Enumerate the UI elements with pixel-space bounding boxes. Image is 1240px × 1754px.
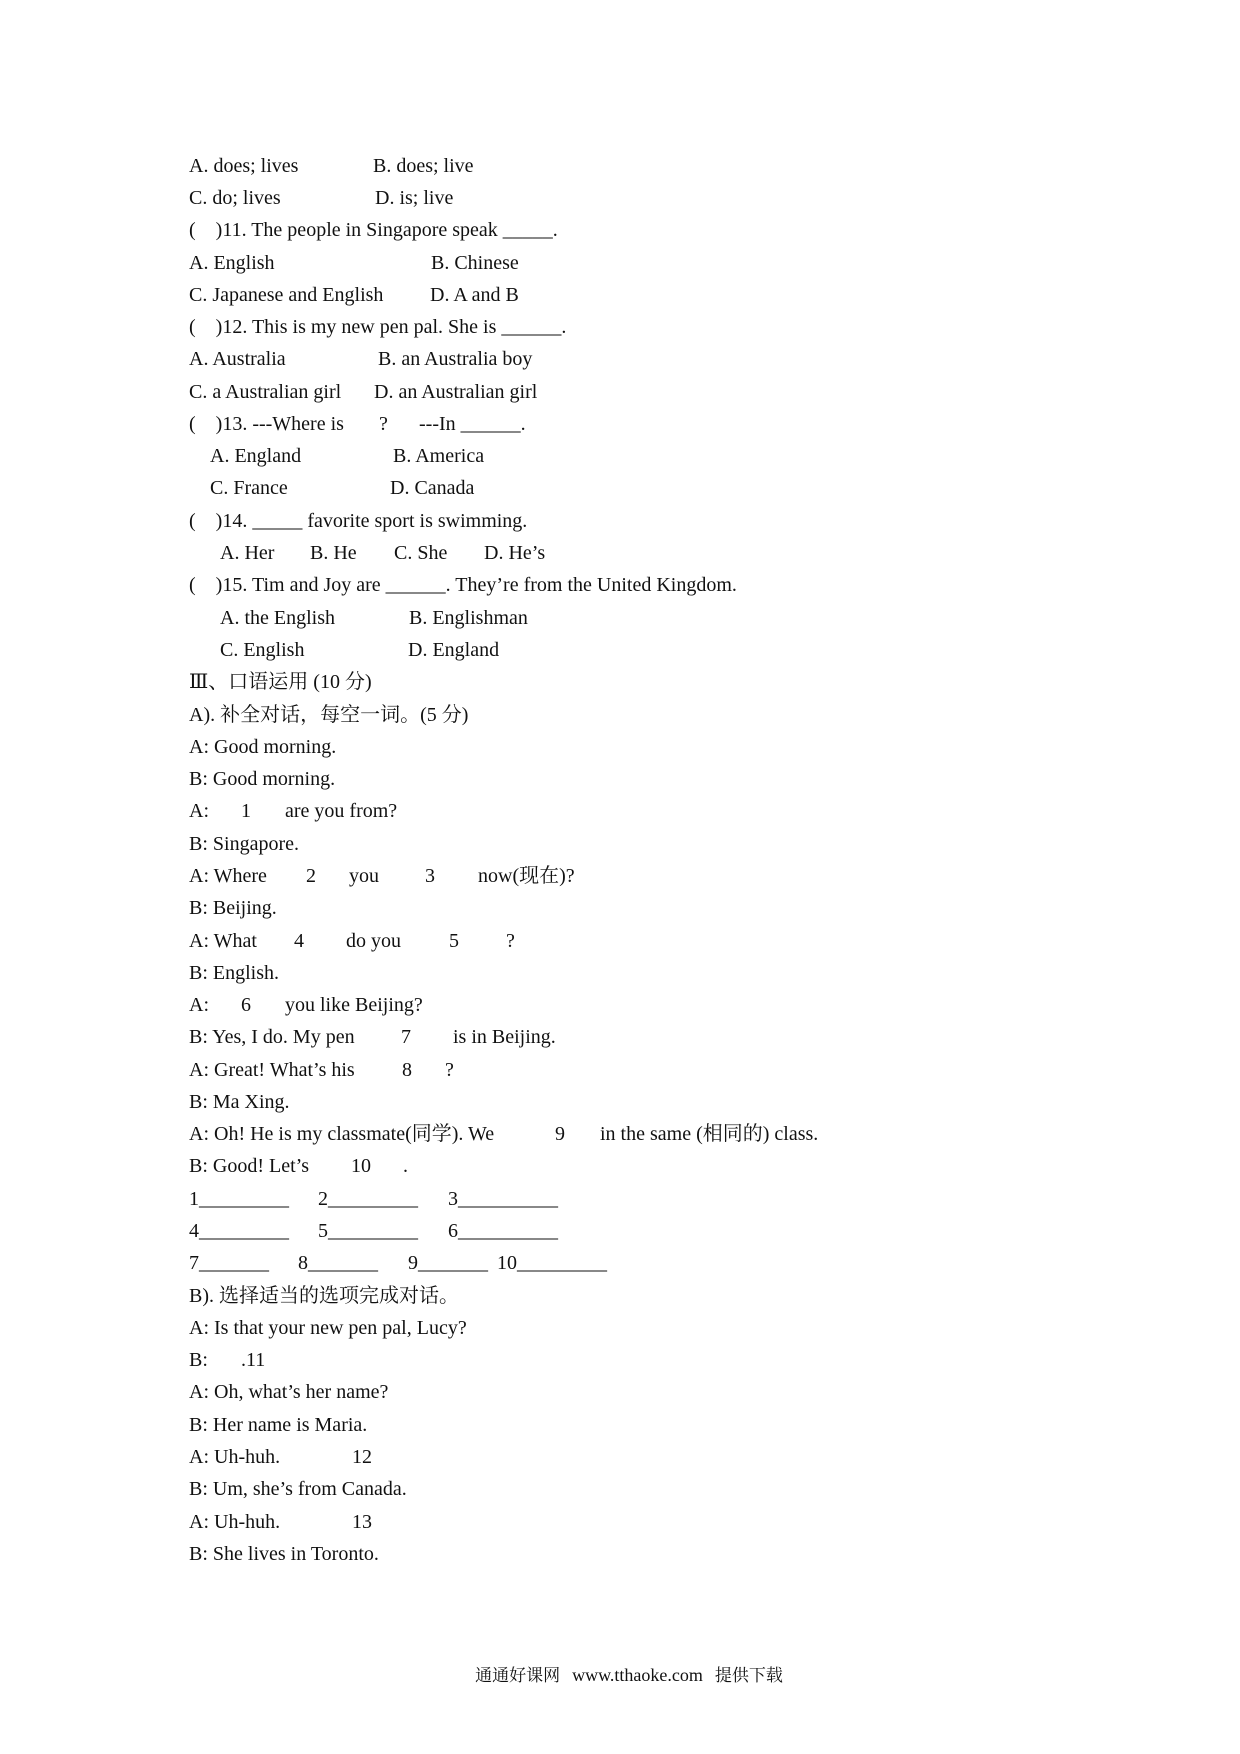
dialogue-text: B: <box>189 1349 208 1371</box>
dialogue-text: are you from? <box>285 800 398 822</box>
subsection-b-heading <box>189 1281 459 1311</box>
question-text: ( )13. ---Where is <box>189 413 344 435</box>
answer-blank: 10_________ <box>497 1252 607 1274</box>
answer-blank: 3__________ <box>448 1188 558 1210</box>
blank-number: 4 <box>294 930 304 952</box>
option-text: A. England <box>210 445 302 467</box>
dialogue-line <box>189 1087 290 1117</box>
answer-blank: 7_______ <box>189 1252 269 1274</box>
option-text: B. Englishman <box>409 607 528 629</box>
dialogue-text: is in Beijing. <box>453 1026 556 1048</box>
dialogue-line <box>189 1345 266 1375</box>
section-title: Ⅲ、口语运用 (10 分) <box>189 671 372 693</box>
option-text: C. Japanese and English <box>189 284 384 306</box>
dialogue-text: A: What <box>189 930 257 952</box>
footer-url: www.tthaoke.com <box>572 1665 703 1685</box>
blank-number: 7 <box>401 1026 411 1048</box>
dialogue-line <box>189 1055 454 1085</box>
blank-number: 8 <box>402 1059 412 1081</box>
option-text: B. America <box>393 445 485 467</box>
dialogue-text: A: Is that your new pen pal, Lucy? <box>189 1317 467 1339</box>
blank-number: 1 <box>241 800 251 822</box>
dialogue-text: now(现在)? <box>478 865 575 887</box>
dialogue-line <box>189 1474 407 1504</box>
dialogue-line <box>189 1442 372 1472</box>
subsection-a-heading <box>189 700 469 730</box>
dialogue-line <box>189 1539 379 1569</box>
footer-download-note: 提供下载 <box>714 1666 783 1686</box>
answer-blank: 6__________ <box>448 1220 558 1242</box>
dialogue-text: B: Ma Xing. <box>189 1091 290 1113</box>
dialogue-text: A: Oh! He is my classmate(同学). We <box>189 1123 495 1145</box>
option-text: A. Her <box>220 542 275 564</box>
question-15 <box>189 570 737 600</box>
option-text: C. do; lives <box>189 187 281 209</box>
option-text: A. Australia <box>189 348 286 370</box>
dialogue-text: A: Good morning. <box>189 736 337 758</box>
subsection-title: A). 补全对话，每空一词。(5 分) <box>189 704 469 726</box>
section-heading <box>189 667 372 697</box>
dialogue-text: B: Her name is Maria. <box>189 1414 368 1436</box>
dialogue-text: B: Yes, I do. My pen <box>189 1026 355 1048</box>
answer-blank: 9_______ <box>408 1252 488 1274</box>
dialogue-line <box>189 893 277 923</box>
question-text: ? <box>379 413 388 435</box>
options-line-11cd <box>189 280 519 310</box>
answer-blank: 2_________ <box>318 1188 418 1210</box>
options-line-10ab <box>189 151 474 181</box>
options-line-15cd <box>189 635 500 665</box>
options-line-13cd <box>189 473 475 503</box>
options-line-12cd <box>189 377 538 407</box>
dialogue-line <box>189 1022 556 1052</box>
options-line-15ab <box>189 603 528 633</box>
dialogue-text: ? <box>506 930 515 952</box>
dialogue-line <box>189 764 336 794</box>
answer-blank: 1_________ <box>189 1188 289 1210</box>
option-text: D. England <box>408 639 500 661</box>
dialogue-text: B: Beijing. <box>189 897 277 919</box>
dialogue-text: B: Um, she’s from Canada. <box>189 1478 407 1500</box>
question-text: ( )12. This is my new pen pal. She is ______. <box>189 316 567 338</box>
dialogue-text: . <box>403 1155 408 1177</box>
dialogue-line <box>189 732 337 762</box>
dialogue-text: A: Uh-huh. <box>189 1511 281 1533</box>
option-text: D. He’s <box>484 542 546 564</box>
blank-number: 3 <box>425 865 435 887</box>
option-text: D. A and B <box>430 284 519 306</box>
blank-number: 9 <box>555 1123 565 1145</box>
dialogue-text: A: Oh, what’s her name? <box>189 1381 389 1403</box>
question-text: ( )15. Tim and Joy are ______. They’re from the United Kingdom. <box>189 574 737 596</box>
subsection-title: B). 选择适当的选项完成对话。 <box>189 1285 459 1307</box>
option-text: A. does; lives <box>189 155 299 177</box>
question-12 <box>189 312 567 342</box>
option-text: C. France <box>210 477 288 499</box>
dialogue-text: A: <box>189 994 209 1016</box>
dialogue-line <box>189 829 299 859</box>
question-text: ( )14. _____ favorite sport is swimming. <box>189 510 528 532</box>
option-text: D. is; live <box>375 187 454 209</box>
dialogue-line <box>189 926 515 956</box>
dialogue-line <box>189 990 423 1020</box>
dialogue-line <box>189 958 280 988</box>
options-line-10cd <box>189 183 454 213</box>
dialogue-text: B: She lives in Toronto. <box>189 1543 379 1565</box>
blank-number: 10 <box>351 1155 371 1177</box>
dialogue-line <box>189 861 575 891</box>
answer-blank: 8_______ <box>298 1252 378 1274</box>
dialogue-text: A: <box>189 800 209 822</box>
dialogue-text: A: Great! What’s his <box>189 1059 355 1081</box>
options-line-11ab <box>189 248 519 278</box>
dialogue-text: A: Uh-huh. <box>189 1446 281 1468</box>
dialogue-text: A: Where <box>189 865 267 887</box>
answer-blanks-row <box>189 1184 558 1214</box>
footer-site-name: 通通好课网 <box>475 1666 561 1686</box>
blank-number: 6 <box>241 994 251 1016</box>
option-text: C. a Australian girl <box>189 381 342 403</box>
question-14 <box>189 506 528 536</box>
answer-blanks-row <box>189 1248 607 1278</box>
option-text: B. does; live <box>373 155 474 177</box>
dialogue-text: do you <box>346 930 401 952</box>
dialogue-text: B: English. <box>189 962 280 984</box>
option-text: C. She <box>394 542 448 564</box>
dialogue-line <box>189 1151 408 1181</box>
option-text: D. an Australian girl <box>374 381 538 403</box>
option-text: B. He <box>310 542 357 564</box>
blank-number: .11 <box>241 1349 266 1371</box>
option-text: B. Chinese <box>431 252 519 274</box>
options-line-13ab <box>189 441 485 471</box>
answer-blanks-row <box>189 1216 558 1246</box>
dialogue-text: you <box>349 865 379 887</box>
option-text: C. English <box>220 639 305 661</box>
dialogue-text: in the same (相同的) class. <box>600 1123 819 1145</box>
dialogue-line <box>189 1410 368 1440</box>
question-text: ( )11. The people in Singapore speak _____. <box>189 219 558 241</box>
blank-number: 12 <box>352 1446 372 1468</box>
blank-number: 13 <box>352 1511 372 1533</box>
blank-number: 5 <box>449 930 459 952</box>
option-text: D. Canada <box>390 477 475 499</box>
dialogue-text: you like Beijing? <box>285 994 423 1016</box>
dialogue-text: B: Singapore. <box>189 833 299 855</box>
question-text: ---In ______. <box>419 413 526 435</box>
option-text: B. an Australia boy <box>378 348 533 370</box>
options-line-12ab <box>189 344 533 374</box>
dialogue-line <box>189 1507 372 1537</box>
dialogue-text: ? <box>445 1059 454 1081</box>
dialogue-text: B: Good morning. <box>189 768 336 790</box>
answer-blank: 5_________ <box>318 1220 418 1242</box>
dialogue-line <box>189 1119 819 1149</box>
blank-number: 2 <box>306 865 316 887</box>
option-text: A. English <box>189 252 275 274</box>
page-footer <box>0 1636 1240 1715</box>
answer-blank: 4_________ <box>189 1220 289 1242</box>
dialogue-line <box>189 796 398 826</box>
dialogue-line <box>189 1313 467 1343</box>
option-text: A. the English <box>220 607 335 629</box>
dialogue-line <box>189 1377 389 1407</box>
options-line-14 <box>189 538 546 568</box>
question-11 <box>189 215 558 245</box>
question-13 <box>189 409 526 439</box>
dialogue-text: B: Good! Let’s <box>189 1155 309 1177</box>
